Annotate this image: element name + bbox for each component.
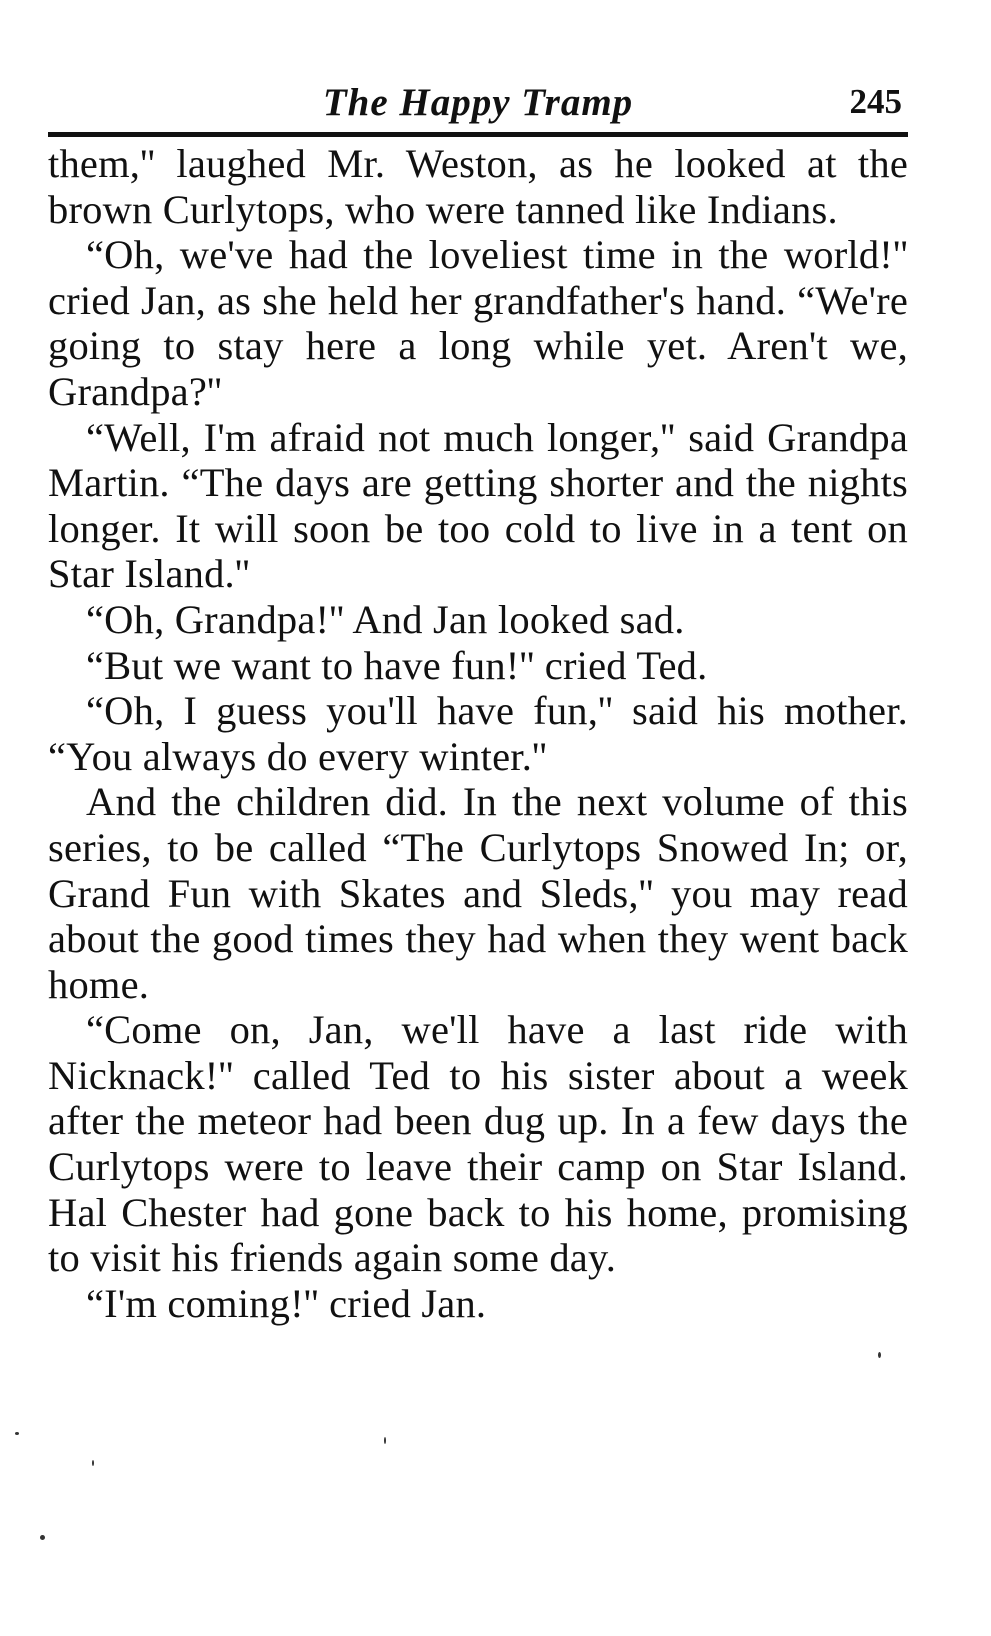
paragraph: “But we want to have fun!'' cried Ted. (86, 642, 708, 688)
scan-speck (92, 1460, 94, 1466)
paragraph: “Oh, I guess you'll have fun,'' said his mother. “You always do every winter.'' (48, 688, 908, 779)
scan-speck (384, 1437, 386, 1444)
paragraph: “Oh, we've had the loveliest time in the world!'' cried Jan, as she held her grandfather's hand. “We're going to stay here a long while yet. Aren't we, Grandpa?'' (48, 232, 908, 414)
header-rule (48, 132, 908, 137)
paragraph: “Come on, Jan, we'll have a last ride with Nicknack!'' called Ted to his sister about a week after the meteor had been dug up. In a few days the Curlytops were to leave their camp on Star Island. Hal Chester had gone back to his home, promising to visit his friends again some day. (48, 1007, 908, 1281)
paragraph: them,'' laughed Mr. Weston, as he looked at the brown Curlytops, who were tanned like Indians. (48, 141, 908, 232)
page-number: 245 (849, 82, 902, 121)
paragraph: “Oh, Grandpa!'' And Jan looked sad. (86, 596, 685, 642)
running-title: The Happy Tramp (322, 81, 634, 124)
paragraph: “Well, I'm afraid not much longer,'' said Grandpa Martin. “The days are getting shorter and the nights longer. It will soon be too cold to live in a tent on Star Island.'' (48, 414, 908, 597)
body-text (48, 141, 908, 1326)
running-header (48, 70, 908, 132)
book-page (48, 70, 908, 1326)
scan-speck (878, 1352, 881, 1358)
paragraph: “I'm coming!'' cried Jan. (86, 1280, 487, 1326)
scan-speck (15, 1432, 19, 1435)
scan-speck (40, 1535, 45, 1540)
paragraph: And the children did. In the next volume of this series, to be called “The Curlytops Snowed In; or, Grand Fun with Skates and Sleds,'' you may read about the good times they had when they went back home. (48, 779, 908, 1007)
